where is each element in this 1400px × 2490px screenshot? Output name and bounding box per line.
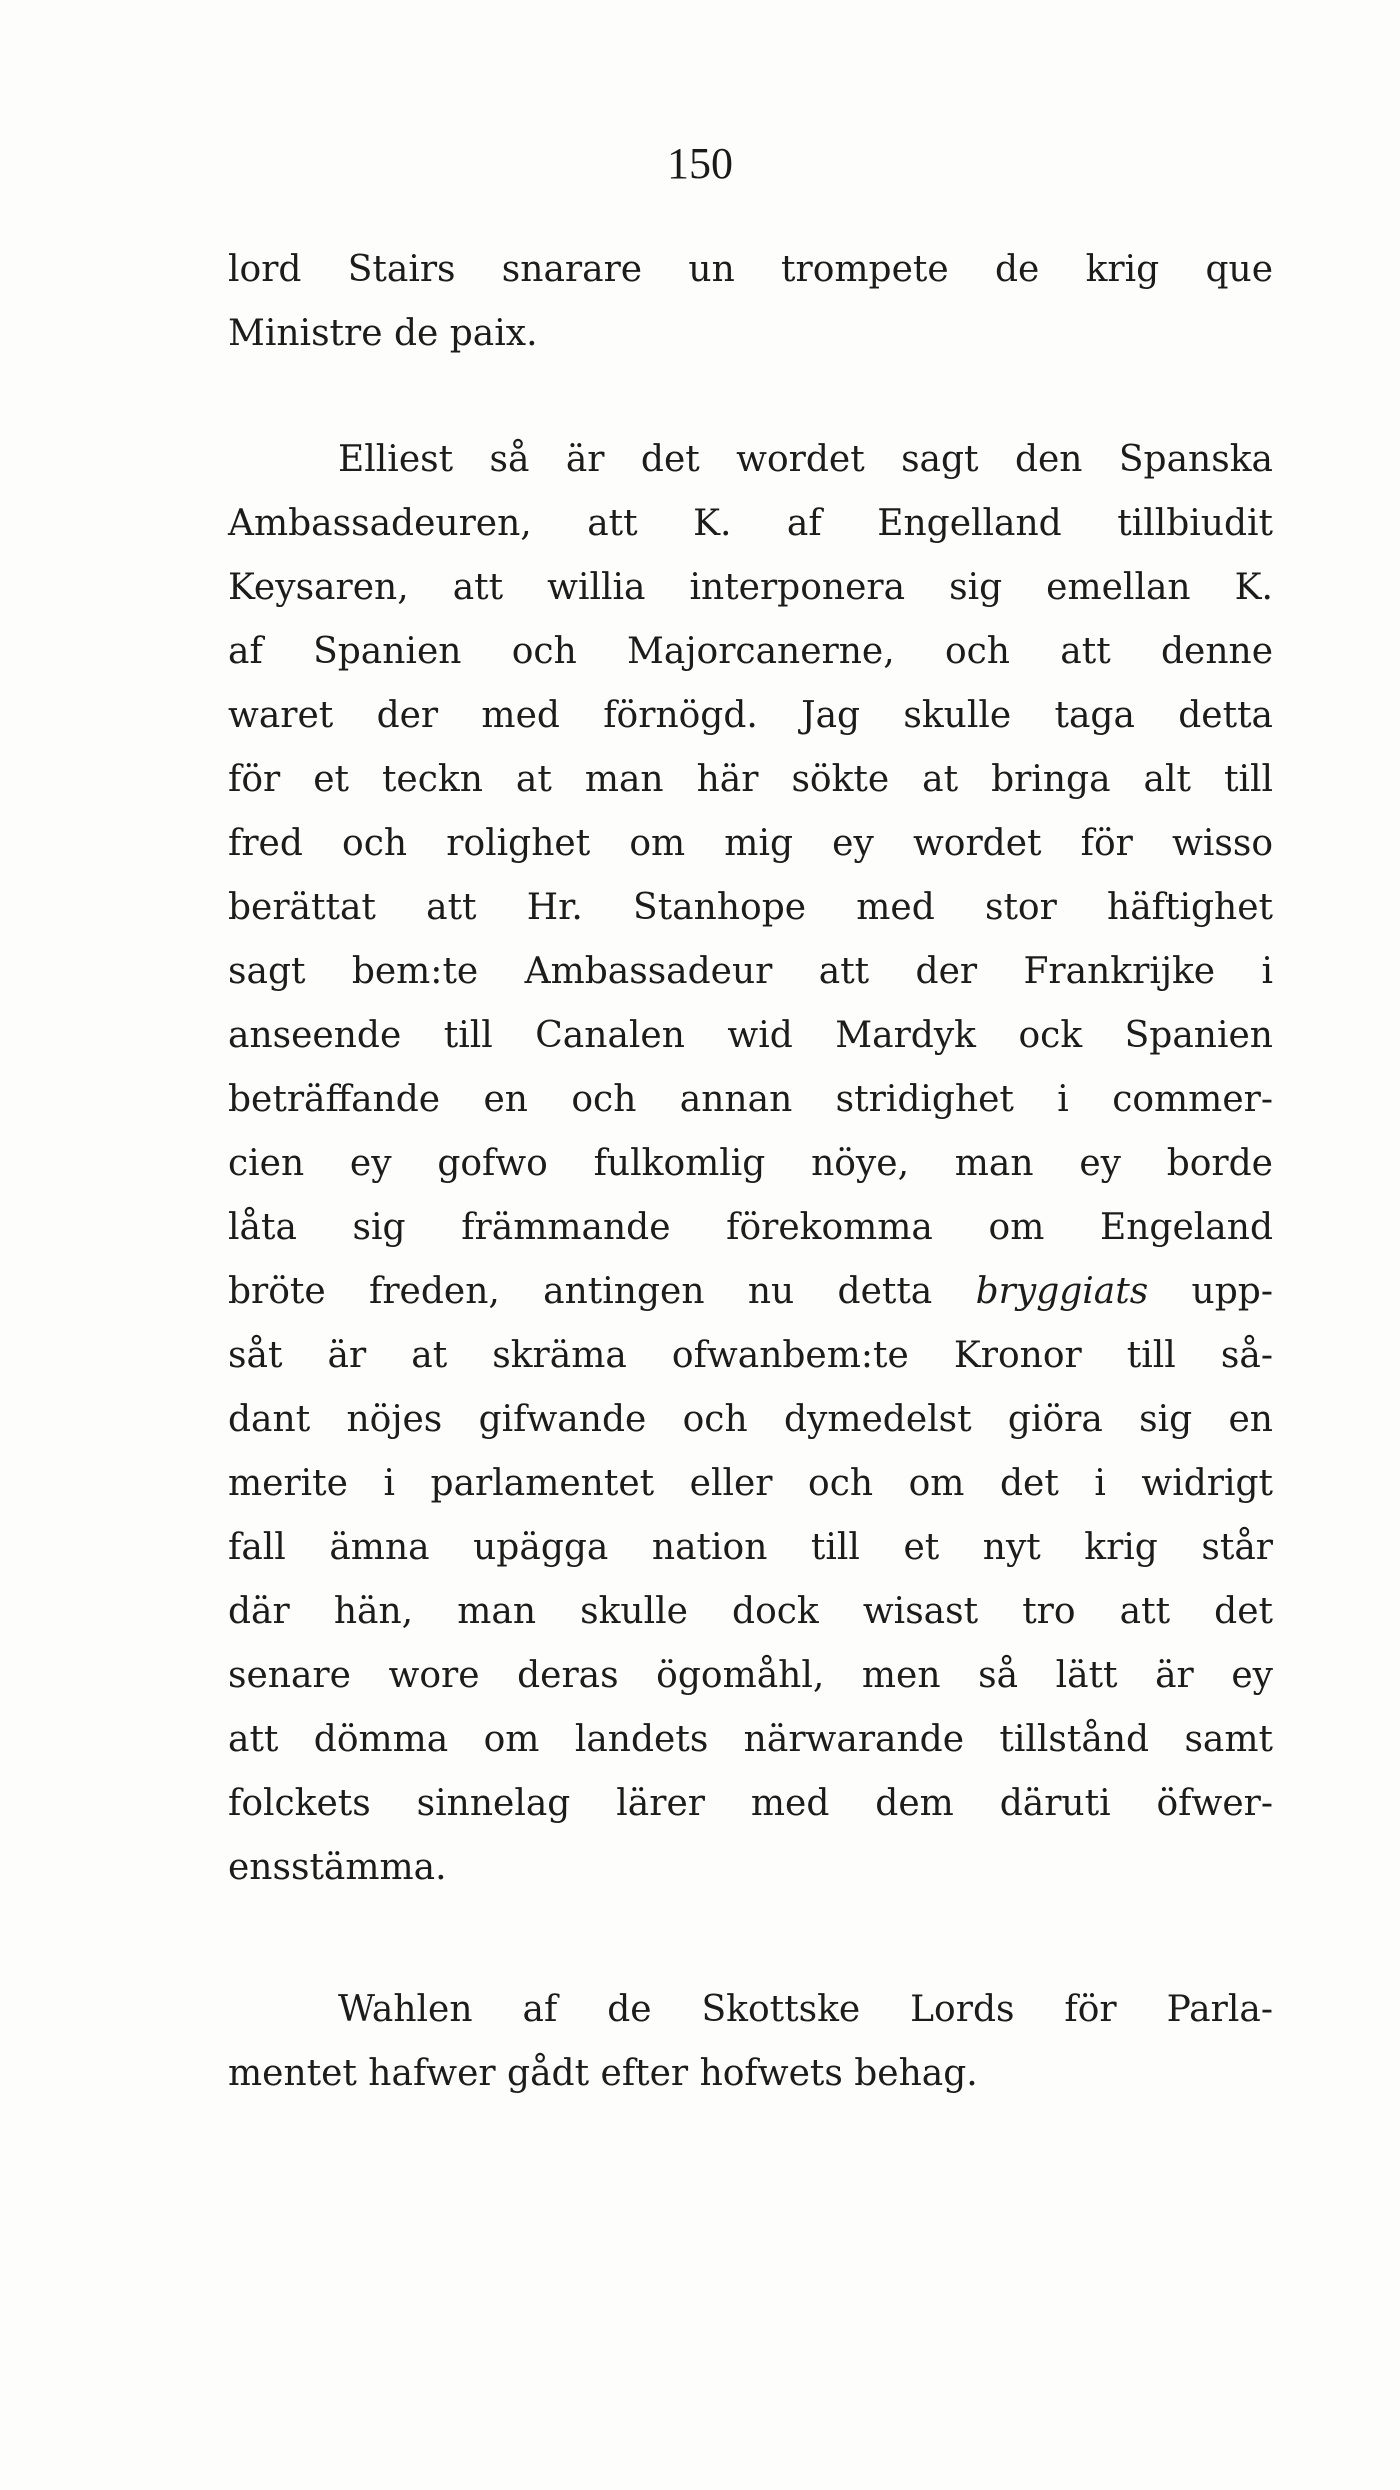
text-line: fred och rolighet om mig ey wordet för wisso [228, 823, 1273, 864]
paragraph-gap [228, 366, 1273, 428]
text-line: anseende till Canalen wid Mardyk ock Spanien [228, 1015, 1273, 1056]
text-line-with-italic [228, 1260, 1273, 1324]
text-line: såt är at skräma ofwanbem:te Kronor till så- [228, 1335, 1273, 1376]
text-line: merite i parlamentet eller och om det i widrigt [228, 1463, 1273, 1504]
text-line: Keysaren, att willia interponera sig emellan K. [228, 567, 1273, 608]
text-line: senare wore deras ögomåhl, men så lätt är ey [228, 1655, 1273, 1696]
text-line: fall ämna upägga nation till et nyt krig står [228, 1527, 1273, 1568]
text-line: att dömma om landets närwarande tillstånd samt [228, 1719, 1273, 1760]
text-line: berättat att Hr. Stanhope med stor häftighet [228, 887, 1273, 928]
italic-term: bryggiats [975, 1271, 1149, 1312]
text-segment: bröte freden, antingen nu detta [228, 1271, 933, 1312]
text-line: Ambassadeuren, att K. af Engelland tillbiudit [228, 503, 1273, 544]
paragraph-gap [228, 1900, 1273, 1978]
text-line: folckets sinnelag lärer med dem däruti öfwer- [228, 1783, 1273, 1824]
text-line: beträffande en och annan stridighet i commer- [228, 1079, 1273, 1120]
paragraph-3 [228, 1978, 1273, 2106]
text-line: sagt bem:te Ambassadeur att der Frankrijke i [228, 951, 1273, 992]
text-line: dant nöjes gifwande och dymedelst giöra sig en [228, 1399, 1273, 1440]
text-line: där hän, man skulle dock wisast tro att det [228, 1591, 1273, 1632]
text-line: cien ey gofwo fulkomlig nöye, man ey borde [228, 1143, 1273, 1184]
text-line: ensstämma. [228, 1847, 447, 1888]
page-number: 150 [667, 139, 733, 188]
text-line: för et teckn at man här sökte at bringa alt till [228, 759, 1273, 800]
paragraph-2 [228, 428, 1273, 1900]
text-line: mentet hafwer gådt efter hofwets behag. [228, 2053, 978, 2094]
text-line: Wahlen af de Skottske Lords för Parla- [338, 1989, 1273, 2030]
paragraph-1 [228, 238, 1273, 366]
body-text [228, 238, 1273, 2106]
text-line: låta sig främmande förekomma om Engeland [228, 1207, 1273, 1248]
text-line: lord Stairs snarare un trompete de krig que [228, 249, 1273, 290]
text-line: Elliest så är det wordet sagt den Spanska [338, 439, 1273, 480]
text-line: Ministre de paix. [228, 313, 538, 354]
text-line: waret der med förnögd. Jag skulle taga detta [228, 695, 1273, 736]
text-line: af Spanien och Majorcanerne, och att denne [228, 631, 1273, 672]
text-segment: upp- [1191, 1271, 1273, 1312]
